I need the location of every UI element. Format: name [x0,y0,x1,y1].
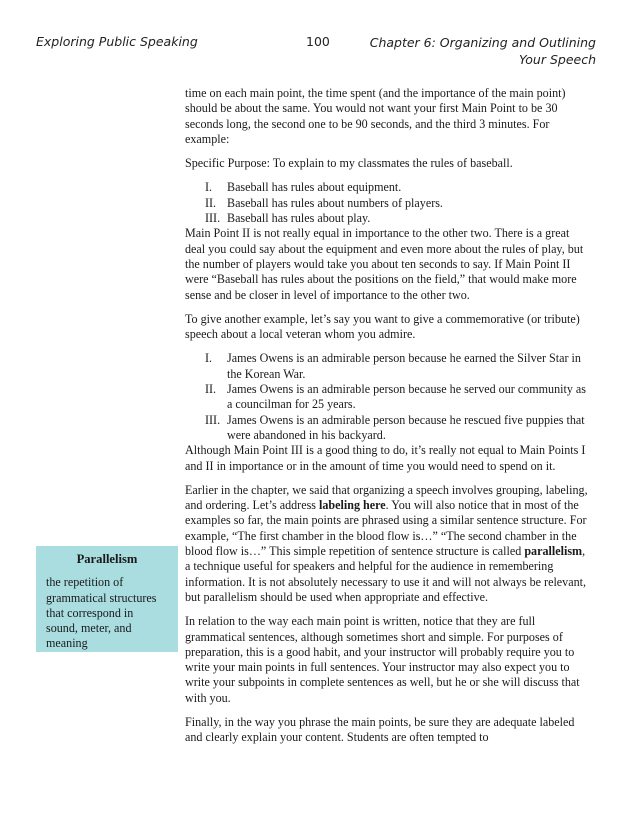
list-item: III. Baseball has rules about play. [205,211,371,226]
paragraph: Finally, in the way you phrase the main points, be sure they are adequate labeled and clearly explain your content. Students are often tempted to [185,714,575,745]
paragraph: Main Point II is not really equal in importance to the other two. There is a great deal you could say about the equipment and even more about the rules of play, but the number of players would take you about ten seconds to say. If Main Point II were “Baseball has rules about the positions on the field,” that would make more sense and be closer in level of importance to the other two. [185,226,584,302]
term-labeling: labeling here [319,498,386,513]
page-header [36,34,596,74]
specific-purpose: Specific Purpose: To explain to my classmates the rules of baseball. [185,156,513,171]
main-points-list-baseball [185,180,591,226]
term-parallelism: parallelism [524,544,583,559]
main-text [185,86,591,755]
chapter-title [370,34,596,68]
paragraph: To give another example, let’s say you want to give a commemorative (or tribute) speech about a local veteran whom you admire. [185,311,580,342]
book-title: Exploring Public Speaking [36,34,198,49]
page-number: 100 [306,34,330,49]
main-points-list-veteran [185,351,591,443]
glossary-sidebar [36,546,178,652]
chapter-title-line1: Chapter 6: Organizing and Outlining [369,35,596,50]
list-item: I. Baseball has rules about equipment. [205,180,402,195]
sidebar-title: Parallelism [76,552,138,566]
list-item: III. James Owens is an admirable person because he rescued five puppies that were abandoned in his backyard. [205,412,585,442]
paragraph: time on each main point, the time spent (and the importance of the main point) should be about the same. You would not want your first Main Point to be 30 seconds long, the second one to be 90 seconds, and the third 3 minutes. For example: [185,86,566,146]
list-item: II. James Owens is an admirable person because he served our community as a councilman for 25 years. [205,382,587,412]
paragraph-parallelism: Earlier in the chapter, we said that organizing a speech involves grouping, labeling, and ordering. Let’s address labeling here. You will also notice that in most of the examples so far, the main points are phrased using a similar sentence structure. For example, “The first chamber in the blood flow is…” “The second chamber in the blood flow is…” This simple repetition of sentence structure is called parallelism, a technique useful for speakers and helpful for the audience in remembering information. It is not absolutely necessary to use it and will not always be relevant, but parallelism should be used when appropriate and effective. [185,482,588,604]
chapter-title-line2: Your Speech [519,52,596,67]
list-item: II. Baseball has rules about numbers of players. [205,195,443,210]
sidebar-definition: the repetition of grammatical structures that correspond in sound, meter, and meaning [46,575,157,651]
list-item: I. James Owens is an admirable person because he earned the Silver Star in the Korean War. [205,351,581,381]
paragraph: In relation to the way each main point is written, notice that they are full grammatical sentences, although sometimes short and simple. For purposes of preparation, this is a good habit, and your instructor will probably require you to write your main points in full sentences. Your instructor may also expect you to write your subpoints in complete sentences as well, but he or she will discuss that with you. [185,614,580,705]
paragraph: Although Main Point III is a good thing to do, it’s really not equal to Main Points I and II in importance or in the amount of time you would need to spend on it. [185,443,586,473]
